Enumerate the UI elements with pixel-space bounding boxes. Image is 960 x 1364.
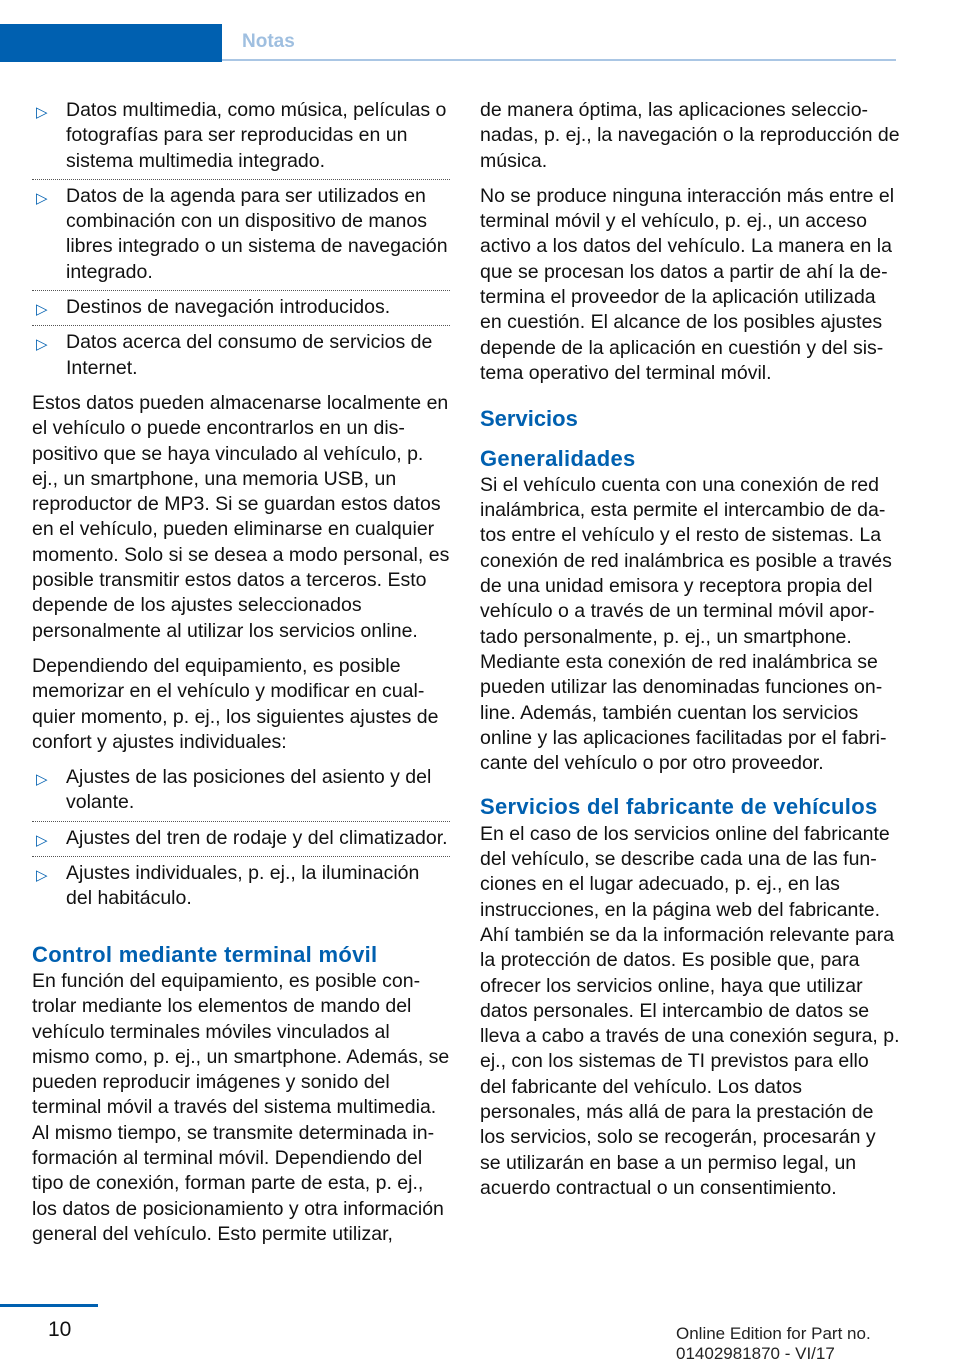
paragraph: En función del equipamiento, es posible controlar mediante los elementos de mando del vehículo terminales móviles vinculados al mismo como, p. ej., un smartphone. Además, se pueden reproducir imágenes y sonido del terminal móvil a través del sistema multimedia. Al mismo tiempo, se transmite determinada información al terminal móvil. Dependiendo del tipo de conexión, forman parte de esta, p. ej., los datos de posicionamiento y otra información general del vehículo. Esto permite utilizar, [32,969,450,1245]
list-item: ▷ Datos multimedia, como música, películas o fotografías para ser reproducidas en un sistema multimedia integrado. [32,98,450,174]
triangle-right-icon: ▷ [36,188,48,207]
header-rule [222,59,896,61]
list-item: ▷ Ajustes de las posiciones del asiento y del volante. [32,765,450,816]
section-heading: Servicios [480,406,578,432]
bullet-list-data-types [32,98,450,381]
triangle-right-icon: ▷ [36,300,48,319]
right-column [480,98,900,1211]
footer-accent-line [0,1304,98,1307]
paragraph: En el caso de los servicios online del fabricante del vehículo, se describe cada una de las funciones en el lugar adecuado, p. ej., en las instrucciones, en la página web del fabricante. Ahí también se da la información relevante para la protección de datos. Es posible que, para ofrecer los servicios online, haya que utilizar datos personales. El intercambio de datos se lleva a cabo a través de una conexión segura, p. ej., con los sistemas de TI previstos para ello del fabricante del vehículo. Los datos personales, más allá de para la prestación de los servicios, solo se recogerán, procesarán y se utilizarán en base a un permiso legal, un acuerdo contractual o un consentimiento. [480,822,900,1199]
list-item: ▷ Datos acerca del consumo de servicios de Internet. [36,331,433,379]
list-item: ▷ Ajustes del tren de rodaje y del climatizador. [32,826,450,851]
subsection-heading: Control mediante terminal móvil [32,941,378,967]
triangle-right-icon: ▷ [36,103,48,121]
triangle-right-icon: ▷ [36,866,48,885]
edition-note: Online Edition for Part no. 01402981870 - VI/17 [676,1324,871,1363]
paragraph: No se produce ninguna interacción más entre el terminal móvil y el vehículo, p. ej., un acceso activo a los datos del vehículo. La manera en la que se procesan los datos a partir de ahí la determina el proveedor de la aplicación utilizada en cuestión. El alcance de los posibles ajustes depende de la aplicación en cuestión y del sistema operativo del terminal móvil. [480,184,895,384]
paragraph: Estos datos pueden almacenarse localmente en el vehículo o puede encontrarlos en un dispositivo que se haya vinculado al vehículo, p. ej., un smartphone, una memoria USB, un reproductor de MP3. Si se guardan estos datos en el vehículo, pueden eliminarse en cualquier momento. Solo si se desea a modo personal, es posible transmitir estos datos a terceros. Esto depende de los ajustes seleccionados personalmente al utilizar los servicios online. [32,391,450,642]
paragraph: Si el vehículo cuenta con una conexión de red inalámbrica, esta permite el intercambio de datos entre el vehículo y el resto de sistemas. La conexión de red inalámbrica es posible a través de una unidad emisora y receptora propia del vehículo o a través de un terminal móvil aportado personalmente, p. ej., un smartphone. Mediante esta conexión de red inalámbrica se pueden utilizar las denominadas funciones online. Además, también cuentan los servicios online y las aplicaciones facilitadas por el fabricante del vehículo o por otro proveedor. [480,473,892,775]
subsection-heading: Generalidades [480,445,636,471]
subsection-heading: Servicios del fabricante de vehículos [480,794,878,820]
left-column [32,98,450,1257]
header-accent-bar [0,24,222,62]
list-item: ▷ Destinos de navegación introducidos. [32,295,450,320]
page-header [0,0,960,62]
section-title: Notas [242,31,295,52]
page-number: 10 [48,1318,72,1341]
triangle-right-icon: ▷ [36,830,48,849]
list-item: ▷ Ajustes individuales, p. ej., la iluminación del habitáculo. [36,862,420,910]
paragraph: Dependiendo del equipamiento, es posible memorizar en el vehículo y modificar en cualquier momento, p. ej., los siguientes ajustes de confort y ajustes individuales: [32,654,439,753]
triangle-right-icon: ▷ [36,335,48,354]
list-item: ▷ Datos de la agenda para ser utilizados en combinación con un dispositivo de manos libres integrado o un sistema de navegación integrado. [32,184,450,285]
triangle-right-icon: ▷ [36,770,48,789]
paragraph: de manera óptima, las aplicaciones seleccionadas, p. ej., la navegación o la reproducción de música. [480,99,900,172]
bullet-list-settings [32,765,450,911]
